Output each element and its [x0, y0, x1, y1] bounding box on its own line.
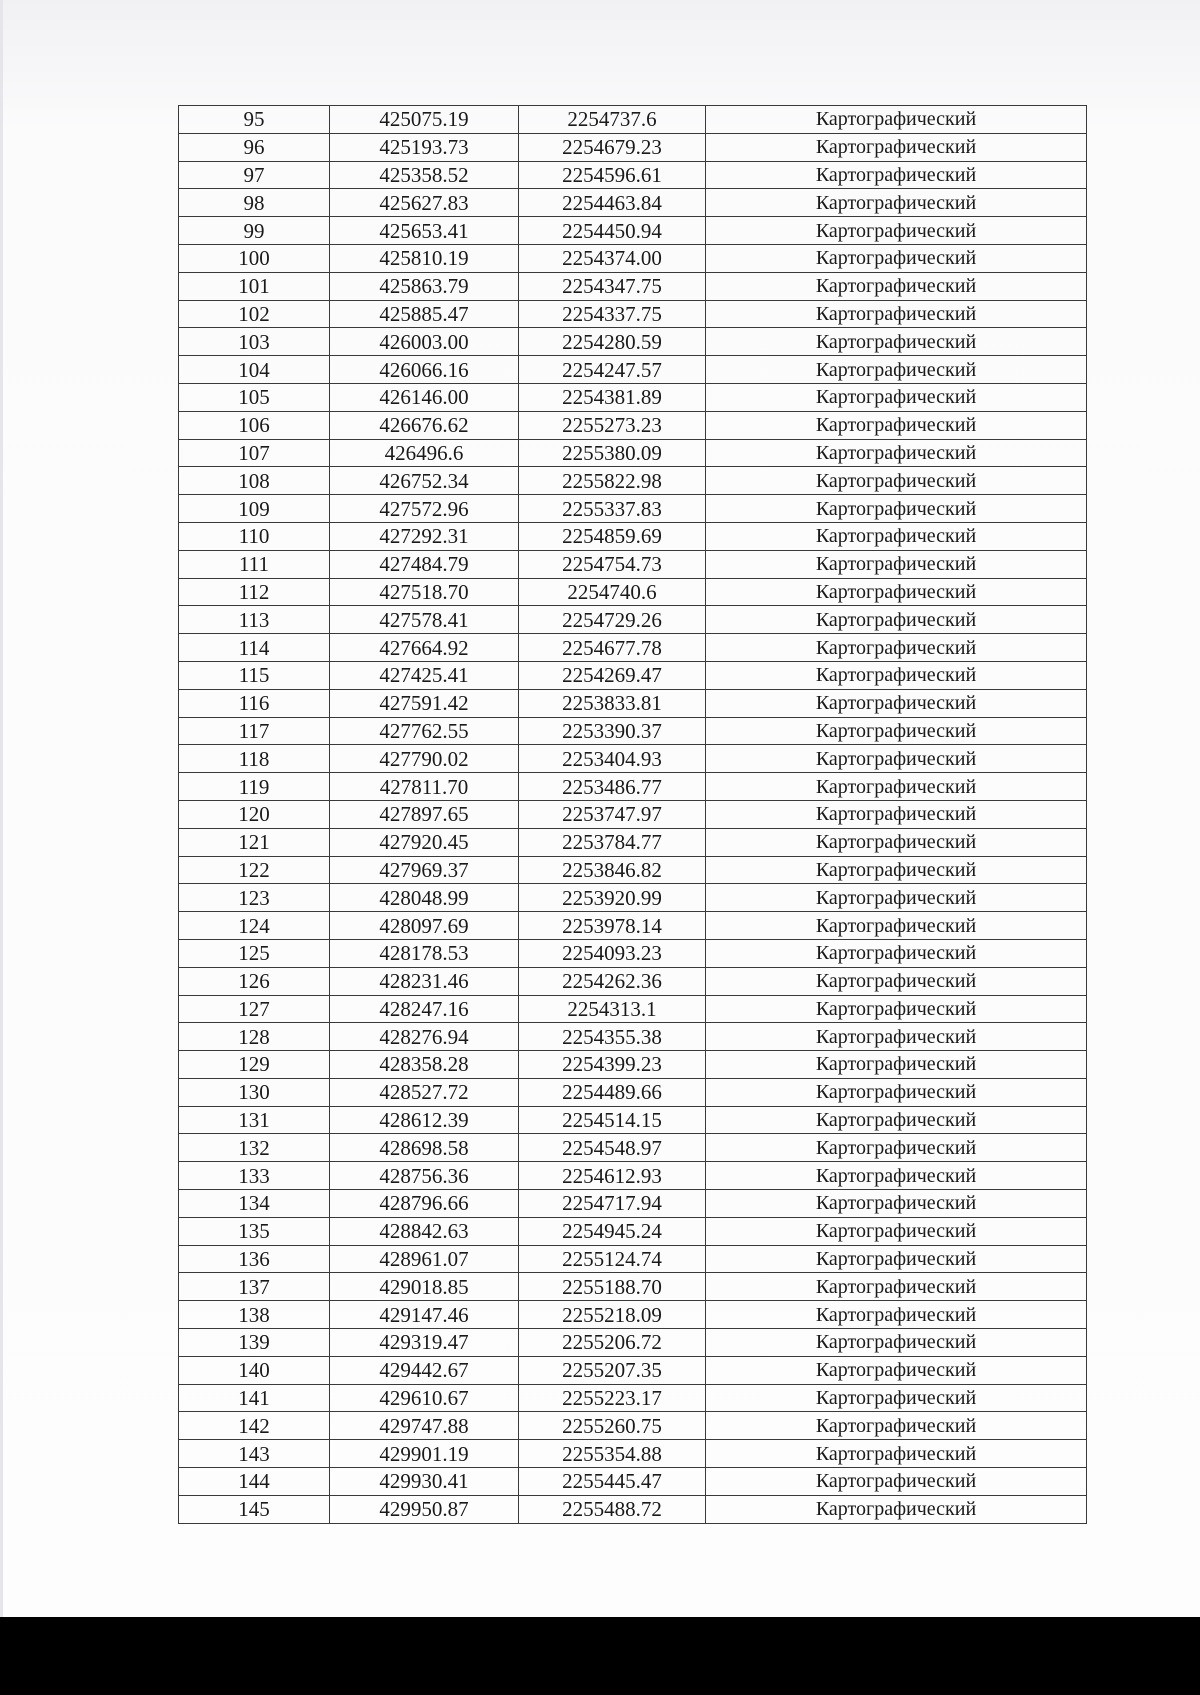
y-coordinate-cell: 2254945.24 [519, 1217, 706, 1245]
table-row [179, 800, 1087, 828]
y-coordinate-cell: 2253920.99 [519, 884, 706, 912]
x-coordinate-cell: 428231.46 [330, 967, 519, 995]
point-number-cell: 127 [179, 995, 330, 1023]
point-number-cell: 122 [179, 856, 330, 884]
table-row [179, 1440, 1087, 1468]
table-row [179, 1384, 1087, 1412]
table-row [179, 828, 1087, 856]
point-number-cell: 140 [179, 1356, 330, 1384]
y-coordinate-cell: 2255354.88 [519, 1440, 706, 1468]
method-cell: Картографический [706, 161, 1087, 189]
y-coordinate-cell: 2254337.75 [519, 300, 706, 328]
x-coordinate-cell: 427969.37 [330, 856, 519, 884]
table-row [179, 578, 1087, 606]
table-row [179, 967, 1087, 995]
table-row [179, 856, 1087, 884]
method-cell: Картографический [706, 244, 1087, 272]
x-coordinate-cell: 429319.47 [330, 1329, 519, 1357]
point-number-cell: 135 [179, 1217, 330, 1245]
y-coordinate-cell: 2254313.1 [519, 995, 706, 1023]
y-coordinate-cell: 2254450.94 [519, 217, 706, 245]
point-number-cell: 111 [179, 550, 330, 578]
point-number-cell: 100 [179, 244, 330, 272]
method-cell: Картографический [706, 578, 1087, 606]
x-coordinate-cell: 425810.19 [330, 244, 519, 272]
point-number-cell: 128 [179, 1023, 330, 1051]
y-coordinate-cell: 2253978.14 [519, 912, 706, 940]
x-coordinate-cell: 425358.52 [330, 161, 519, 189]
y-coordinate-cell: 2255223.17 [519, 1384, 706, 1412]
table-row [179, 550, 1087, 578]
table-row [179, 1162, 1087, 1190]
y-coordinate-cell: 2253390.37 [519, 717, 706, 745]
point-number-cell: 136 [179, 1245, 330, 1273]
x-coordinate-cell: 426676.62 [330, 411, 519, 439]
point-number-cell: 103 [179, 328, 330, 356]
x-coordinate-cell: 427578.41 [330, 606, 519, 634]
point-number-cell: 106 [179, 411, 330, 439]
y-coordinate-cell: 2255488.72 [519, 1495, 706, 1523]
x-coordinate-cell: 427762.55 [330, 717, 519, 745]
method-cell: Картографический [706, 939, 1087, 967]
method-cell: Картографический [706, 1023, 1087, 1051]
method-cell: Картографический [706, 1273, 1087, 1301]
table-row [179, 1078, 1087, 1106]
y-coordinate-cell: 2254269.47 [519, 661, 706, 689]
y-coordinate-cell: 2254740.6 [519, 578, 706, 606]
method-cell: Картографический [706, 300, 1087, 328]
x-coordinate-cell: 428048.99 [330, 884, 519, 912]
y-coordinate-cell: 2255337.83 [519, 495, 706, 523]
x-coordinate-cell: 429930.41 [330, 1468, 519, 1496]
table-row [179, 995, 1087, 1023]
x-coordinate-cell: 428358.28 [330, 1051, 519, 1079]
x-coordinate-cell: 428612.39 [330, 1106, 519, 1134]
x-coordinate-cell: 425863.79 [330, 272, 519, 300]
y-coordinate-cell: 2254381.89 [519, 383, 706, 411]
table-row [179, 189, 1087, 217]
y-coordinate-cell: 2255822.98 [519, 467, 706, 495]
x-coordinate-cell: 428842.63 [330, 1217, 519, 1245]
point-number-cell: 97 [179, 161, 330, 189]
y-coordinate-cell: 2255260.75 [519, 1412, 706, 1440]
y-coordinate-cell: 2254679.23 [519, 133, 706, 161]
x-coordinate-cell: 427425.41 [330, 661, 519, 689]
table-row [179, 522, 1087, 550]
x-coordinate-cell: 429610.67 [330, 1384, 519, 1412]
point-number-cell: 112 [179, 578, 330, 606]
y-coordinate-cell: 2254612.93 [519, 1162, 706, 1190]
point-number-cell: 114 [179, 634, 330, 662]
point-number-cell: 109 [179, 495, 330, 523]
point-number-cell: 130 [179, 1078, 330, 1106]
point-number-cell: 126 [179, 967, 330, 995]
y-coordinate-cell: 2253833.81 [519, 689, 706, 717]
point-number-cell: 99 [179, 217, 330, 245]
point-number-cell: 131 [179, 1106, 330, 1134]
method-cell: Картографический [706, 411, 1087, 439]
table-row [179, 1412, 1087, 1440]
y-coordinate-cell: 2254737.6 [519, 106, 706, 134]
y-coordinate-cell: 2254262.36 [519, 967, 706, 995]
table-row [179, 884, 1087, 912]
method-cell: Картографический [706, 912, 1087, 940]
x-coordinate-cell: 425653.41 [330, 217, 519, 245]
method-cell: Картографический [706, 606, 1087, 634]
x-coordinate-cell: 428178.53 [330, 939, 519, 967]
point-number-cell: 104 [179, 356, 330, 384]
y-coordinate-cell: 2254374.00 [519, 244, 706, 272]
table-row [179, 161, 1087, 189]
method-cell: Картографический [706, 383, 1087, 411]
scan-bottom-border [0, 1617, 1200, 1695]
point-number-cell: 139 [179, 1329, 330, 1357]
point-number-cell: 124 [179, 912, 330, 940]
table-row [179, 244, 1087, 272]
point-number-cell: 133 [179, 1162, 330, 1190]
x-coordinate-cell: 427591.42 [330, 689, 519, 717]
method-cell: Картографический [706, 1106, 1087, 1134]
method-cell: Картографический [706, 1078, 1087, 1106]
y-coordinate-cell: 2255206.72 [519, 1329, 706, 1357]
method-cell: Картографический [706, 1495, 1087, 1523]
method-cell: Картографический [706, 1245, 1087, 1273]
x-coordinate-cell: 427664.92 [330, 634, 519, 662]
method-cell: Картографический [706, 967, 1087, 995]
point-number-cell: 110 [179, 522, 330, 550]
y-coordinate-cell: 2254347.75 [519, 272, 706, 300]
table-row [179, 1134, 1087, 1162]
x-coordinate-cell: 427518.70 [330, 578, 519, 606]
point-number-cell: 129 [179, 1051, 330, 1079]
y-coordinate-cell: 2255380.09 [519, 439, 706, 467]
x-coordinate-cell: 426066.16 [330, 356, 519, 384]
y-coordinate-cell: 2255124.74 [519, 1245, 706, 1273]
table-row [179, 383, 1087, 411]
y-coordinate-cell: 2253486.77 [519, 773, 706, 801]
x-coordinate-cell: 426496.6 [330, 439, 519, 467]
x-coordinate-cell: 427292.31 [330, 522, 519, 550]
method-cell: Картографический [706, 328, 1087, 356]
table-row [179, 106, 1087, 134]
coordinates-table-body [179, 106, 1087, 1524]
x-coordinate-cell: 429018.85 [330, 1273, 519, 1301]
point-number-cell: 125 [179, 939, 330, 967]
point-number-cell: 107 [179, 439, 330, 467]
point-number-cell: 143 [179, 1440, 330, 1468]
method-cell: Картографический [706, 995, 1087, 1023]
coordinates-table [178, 105, 1087, 1524]
x-coordinate-cell: 428097.69 [330, 912, 519, 940]
x-coordinate-cell: 426752.34 [330, 467, 519, 495]
y-coordinate-cell: 2254463.84 [519, 189, 706, 217]
method-cell: Картографический [706, 745, 1087, 773]
point-number-cell: 116 [179, 689, 330, 717]
method-cell: Картографический [706, 106, 1087, 134]
method-cell: Картографический [706, 800, 1087, 828]
y-coordinate-cell: 2254093.23 [519, 939, 706, 967]
y-coordinate-cell: 2254514.15 [519, 1106, 706, 1134]
method-cell: Картографический [706, 1440, 1087, 1468]
table-row [179, 689, 1087, 717]
x-coordinate-cell: 429901.19 [330, 1440, 519, 1468]
method-cell: Картографический [706, 661, 1087, 689]
x-coordinate-cell: 426003.00 [330, 328, 519, 356]
point-number-cell: 117 [179, 717, 330, 745]
table-row [179, 634, 1087, 662]
table-row [179, 439, 1087, 467]
table-row [179, 133, 1087, 161]
y-coordinate-cell: 2254677.78 [519, 634, 706, 662]
method-cell: Картографический [706, 1051, 1087, 1079]
x-coordinate-cell: 425193.73 [330, 133, 519, 161]
table-row [179, 1217, 1087, 1245]
method-cell: Картографический [706, 1301, 1087, 1329]
x-coordinate-cell: 427811.70 [330, 773, 519, 801]
point-number-cell: 96 [179, 133, 330, 161]
method-cell: Картографический [706, 634, 1087, 662]
y-coordinate-cell: 2254399.23 [519, 1051, 706, 1079]
x-coordinate-cell: 425885.47 [330, 300, 519, 328]
point-number-cell: 123 [179, 884, 330, 912]
x-coordinate-cell: 428247.16 [330, 995, 519, 1023]
method-cell: Картографический [706, 467, 1087, 495]
table-row [179, 1273, 1087, 1301]
table-row [179, 1190, 1087, 1218]
point-number-cell: 102 [179, 300, 330, 328]
table-row [179, 467, 1087, 495]
table-row [179, 1023, 1087, 1051]
y-coordinate-cell: 2255273.23 [519, 411, 706, 439]
method-cell: Картографический [706, 1217, 1087, 1245]
y-coordinate-cell: 2254489.66 [519, 1078, 706, 1106]
method-cell: Картографический [706, 1134, 1087, 1162]
y-coordinate-cell: 2253784.77 [519, 828, 706, 856]
y-coordinate-cell: 2255188.70 [519, 1273, 706, 1301]
y-coordinate-cell: 2254280.59 [519, 328, 706, 356]
method-cell: Картографический [706, 1384, 1087, 1412]
y-coordinate-cell: 2255445.47 [519, 1468, 706, 1496]
method-cell: Картографический [706, 522, 1087, 550]
x-coordinate-cell: 425627.83 [330, 189, 519, 217]
x-coordinate-cell: 425075.19 [330, 106, 519, 134]
y-coordinate-cell: 2254596.61 [519, 161, 706, 189]
x-coordinate-cell: 429147.46 [330, 1301, 519, 1329]
table-row [179, 217, 1087, 245]
table-row [179, 1106, 1087, 1134]
x-coordinate-cell: 428698.58 [330, 1134, 519, 1162]
y-coordinate-cell: 2254355.38 [519, 1023, 706, 1051]
method-cell: Картографический [706, 189, 1087, 217]
method-cell: Картографический [706, 217, 1087, 245]
point-number-cell: 115 [179, 661, 330, 689]
method-cell: Картографический [706, 356, 1087, 384]
point-number-cell: 144 [179, 1468, 330, 1496]
y-coordinate-cell: 2254859.69 [519, 522, 706, 550]
method-cell: Картографический [706, 856, 1087, 884]
table-row [179, 1356, 1087, 1384]
point-number-cell: 132 [179, 1134, 330, 1162]
x-coordinate-cell: 427790.02 [330, 745, 519, 773]
point-number-cell: 113 [179, 606, 330, 634]
x-coordinate-cell: 428527.72 [330, 1078, 519, 1106]
point-number-cell: 138 [179, 1301, 330, 1329]
point-number-cell: 142 [179, 1412, 330, 1440]
method-cell: Картографический [706, 1468, 1087, 1496]
x-coordinate-cell: 428276.94 [330, 1023, 519, 1051]
y-coordinate-cell: 2255207.35 [519, 1356, 706, 1384]
y-coordinate-cell: 2253747.97 [519, 800, 706, 828]
method-cell: Картографический [706, 495, 1087, 523]
x-coordinate-cell: 427897.65 [330, 800, 519, 828]
table-row [179, 773, 1087, 801]
point-number-cell: 134 [179, 1190, 330, 1218]
method-cell: Картографический [706, 773, 1087, 801]
point-number-cell: 120 [179, 800, 330, 828]
method-cell: Картографический [706, 1329, 1087, 1357]
table-row [179, 328, 1087, 356]
x-coordinate-cell: 427920.45 [330, 828, 519, 856]
table-row [179, 745, 1087, 773]
table-row [179, 661, 1087, 689]
method-cell: Картографический [706, 272, 1087, 300]
table-row [179, 1051, 1087, 1079]
table-row [179, 1301, 1087, 1329]
x-coordinate-cell: 427484.79 [330, 550, 519, 578]
method-cell: Картографический [706, 1190, 1087, 1218]
point-number-cell: 145 [179, 1495, 330, 1523]
method-cell: Картографический [706, 828, 1087, 856]
method-cell: Картографический [706, 717, 1087, 745]
table-row [179, 300, 1087, 328]
y-coordinate-cell: 2254729.26 [519, 606, 706, 634]
table-row [179, 606, 1087, 634]
table-row [179, 495, 1087, 523]
table-row [179, 1468, 1087, 1496]
table-row [179, 1329, 1087, 1357]
x-coordinate-cell: 429950.87 [330, 1495, 519, 1523]
method-cell: Картографический [706, 1356, 1087, 1384]
point-number-cell: 95 [179, 106, 330, 134]
point-number-cell: 137 [179, 1273, 330, 1301]
x-coordinate-cell: 428756.36 [330, 1162, 519, 1190]
point-number-cell: 118 [179, 745, 330, 773]
method-cell: Картографический [706, 689, 1087, 717]
y-coordinate-cell: 2254548.97 [519, 1134, 706, 1162]
table-row [179, 1245, 1087, 1273]
x-coordinate-cell: 429747.88 [330, 1412, 519, 1440]
table-row [179, 1495, 1087, 1523]
y-coordinate-cell: 2254717.94 [519, 1190, 706, 1218]
y-coordinate-cell: 2255218.09 [519, 1301, 706, 1329]
y-coordinate-cell: 2254247.57 [519, 356, 706, 384]
table-row [179, 939, 1087, 967]
y-coordinate-cell: 2253404.93 [519, 745, 706, 773]
point-number-cell: 105 [179, 383, 330, 411]
x-coordinate-cell: 428961.07 [330, 1245, 519, 1273]
table-row [179, 717, 1087, 745]
table-row [179, 912, 1087, 940]
method-cell: Картографический [706, 1162, 1087, 1190]
method-cell: Картографический [706, 884, 1087, 912]
y-coordinate-cell: 2253846.82 [519, 856, 706, 884]
y-coordinate-cell: 2254754.73 [519, 550, 706, 578]
method-cell: Картографический [706, 550, 1087, 578]
point-number-cell: 108 [179, 467, 330, 495]
table-row [179, 411, 1087, 439]
point-number-cell: 121 [179, 828, 330, 856]
x-coordinate-cell: 428796.66 [330, 1190, 519, 1218]
point-number-cell: 119 [179, 773, 330, 801]
method-cell: Картографический [706, 439, 1087, 467]
point-number-cell: 101 [179, 272, 330, 300]
point-number-cell: 141 [179, 1384, 330, 1412]
scan-edge [0, 0, 3, 1617]
method-cell: Картографический [706, 133, 1087, 161]
method-cell: Картографический [706, 1412, 1087, 1440]
table-row [179, 272, 1087, 300]
table-row [179, 356, 1087, 384]
x-coordinate-cell: 426146.00 [330, 383, 519, 411]
x-coordinate-cell: 429442.67 [330, 1356, 519, 1384]
x-coordinate-cell: 427572.96 [330, 495, 519, 523]
point-number-cell: 98 [179, 189, 330, 217]
